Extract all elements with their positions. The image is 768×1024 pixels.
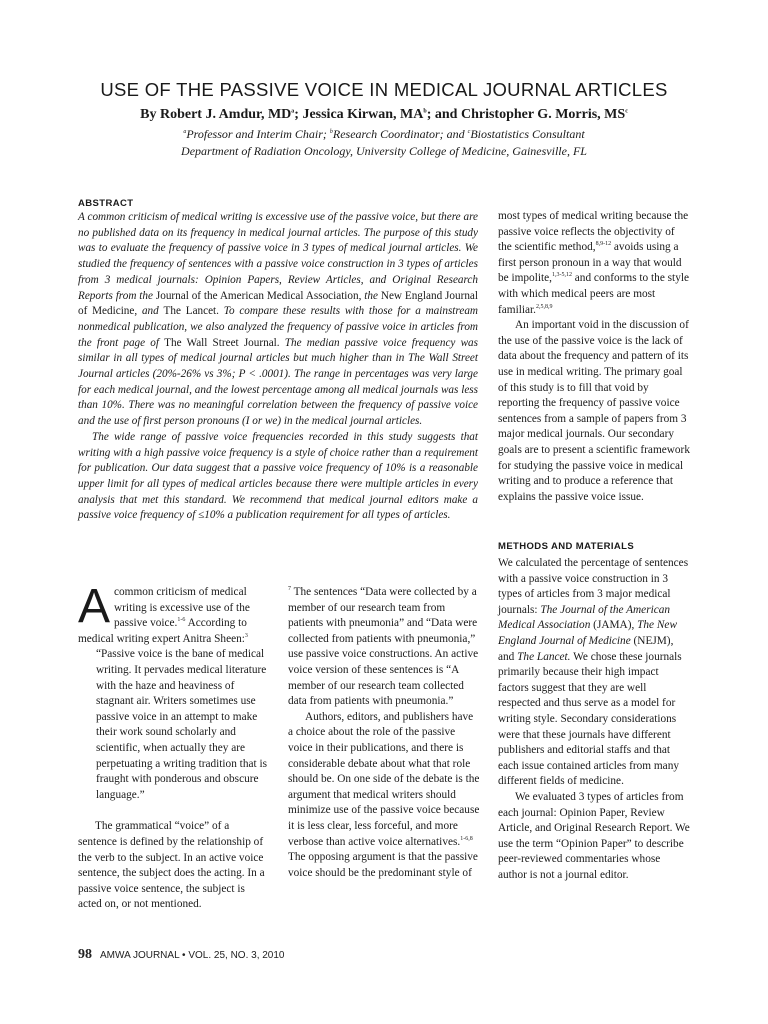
affil-c: Biostatistics Consultant [470,127,585,141]
body-text: and conforms to the style with which medical peers are most familiar. [498,272,689,316]
body-text: common criticism of medical writing is excessive use of the passive voice. [114,586,250,630]
journal-name-jama: Journal of the American Medical Association, [155,289,362,302]
body-column-3-methods [498,556,690,883]
citation: 3 [244,633,248,640]
affiliation-department: Department of Radiation Oncology, University College of Medicine, Gainesville, FL [181,144,587,158]
body-paragraph: The grammatical “voice” of a sentence is defined by the relationship of the verb to the subject. In an active voice sentence, the subject does the acting. In a passive voice sentence, the subject is acted on, or not mentioned. [78,820,265,911]
journal-name-wsj: The Wall Street Journal. [164,336,280,349]
citation: 2,5,8,9 [535,303,553,310]
body-text: We chose these journals primarily because their high impact factors suggest that they are well respected and thus serve as a model for writing style. Secondary considerations were that these journals have different publishers and editorial staffs and that each issue contained articles from many different fields of medicine. [498,650,682,788]
body-text: According to medical writing expert Anitra Sheen: [78,617,247,645]
author-3-sup: c [625,108,628,115]
abstract-paragraph-2: The wide range of passive voice frequencies recorded in this study suggests that writing with a high passive voice frequency is a style of choice rather than a requirement for publication. Our data suggest that a passive voice frequency of 10% is a reasonable upper limit for all types of medical articles because there were multiple articles in every analysis that met this standard. We recommend that medical journal editors make a passive voice frequency of ≤10% a publication requirement for all types of articles. [78,430,478,522]
affil-a: Professor and Interim Chair; [186,127,330,141]
author-3: ; and Christopher G. Morris, MS [426,107,626,122]
body-text: (NEJM), and [498,634,674,663]
author-2: ; Jessica Kirwan, MA [294,107,424,122]
body-paragraph [498,209,690,318]
journal-name-jama: The Journal of the American Medical Association [498,603,671,632]
affil-b: Research Coordinator; and [332,127,468,141]
affil-c-sup: c [467,129,471,135]
body-text: avoids using a first person pronoun in a way that would be impolite, [498,241,682,285]
body-column-2 [288,585,480,881]
affil-a-sup: a [183,129,187,135]
author-1: By Robert J. Amdur, MD [140,107,292,122]
journal-name-nejm: New England Journal of Medicine, [78,289,478,318]
body-column-1 [78,580,270,913]
abstract-text: the [361,289,381,302]
journal-name-lancet: The Lancet. [517,650,571,663]
body-paragraph [288,585,480,710]
intro-paragraph [78,580,270,647]
body-text: The sentences “Data were collected by a member of our research team from patients with pneumonia” and “Data were collected from patients with pneumonia,” use passive voice constructions. An active voice version of these sentences is “A member of our research team collected data from patients with pneumonia.” [288,586,479,708]
abstract-text: The median passive voice frequency was similar in all types of medical journal articles but much higher than in The Wall Street Journal articles (20%-26% vs 3%; P < .0001). The range in percentages was very large for each medical journal, and the lowest percentage among all medical journals was less than 10%. There was no meaningful correlation between the frequency of passive voice and the use of first person pronouns (I or we) in the medical journal articles. [78,336,478,428]
abstract-paragraph-1 [78,210,478,430]
journal-name-nejm: The New England Journal of Medicine [498,619,677,647]
affiliation-roles [0,127,768,142]
methods-heading: METHODS AND MATERIALS [498,541,635,552]
body-text: (JAMA), [590,619,638,632]
citation: 8,9-12 [595,241,612,248]
page-number: 98 [78,947,92,962]
page-footer [78,947,285,963]
body-paragraph: An important void in the discussion of the use of the passive voice is the lack of data about the frequency and pattern of its use in medical writing. The primary goal of this study is to fill that void by reporting the frequency of passive voice sentences from a sample of papers from 3 major medical journals. Our secondary goals are to present a scientific framework for studying the passive voice in medical writing and to produce a reference that explains the passive voice issue. [498,319,690,503]
journal-name-lancet: The Lancet. [163,305,219,318]
citation: 1-6,8 [460,835,473,842]
citation: 1-6 [177,617,186,624]
body-text: most types of medical writing because the passive voice reflects the objectivity of the scientific method, [498,210,689,254]
citation: 1,3-5,12 [551,272,572,279]
body-text: Authors, editors, and publishers have a choice about the role of the passive voice in their publications, and there is considerable debate about what that role should be. On one side of the debate is the argument that medical writers should minimize use of the passive voice because it is less clear, less forceful, and more verbose than active voice alternatives. [288,710,480,848]
author-1-sup: a [291,108,295,115]
abstract-heading: ABSTRACT [78,198,134,209]
block-quote: “Passive voice is the bane of medical writing. It pervades medical literature with the haze and heaviness of stagnant air. Writers sometimes use passive voice in an attempt to make their work sound scholarly and scientific, when actually they are perpetuating a writing tradition that is fraught with ponderous and obscure language.” [96,648,267,801]
author-line [0,107,768,123]
methods-paragraph [498,556,690,790]
journal-citation: AMWA JOURNAL • VOL. 25, NO. 3, 2010 [100,950,285,961]
body-paragraph [288,710,480,882]
body-text: The opposing argument is that the passive voice should be the predominant style of [288,851,478,879]
abstract-text: A common criticism of medical writing is excessive use of the passive voice, but there are no published data on its frequency in medical journal articles. The purpose of this study was to evaluate the frequency of passive voice in 3 types of medical journal articles. We studied the frequency of sentences with a passive voice construction in 3 types of articles from 3 medical journals: Opinion Papers, Review Articles, and Original Research Reports from the [78,211,478,302]
citation: 7 [288,586,291,593]
abstract-text: and [137,305,164,318]
drop-cap: A [78,580,111,633]
author-2-sup: b [423,108,427,115]
methods-paragraph: We evaluated 3 types of articles from each journal: Opinion Paper, Review Article, and Original Research Report. We use the term “Opinion Paper” to describe peer-reviewed commentaries whose author is not a journal editor. [498,790,690,881]
abstract-text: To compare these results with those for a mainstream nonmedical publication, we also analyzed the frequency of passive voice in articles from the front page of [78,305,478,349]
body-text: We calculated the percentage of sentences with a passive voice construction in 3 types of articles from 3 major medical journals: [498,557,689,616]
body-column-3 [498,209,690,505]
abstract [78,210,478,524]
affil-b-sup: b [329,129,333,135]
article-title: USE OF THE PASSIVE VOICE IN MEDICAL JOURNAL ARTICLES [100,79,668,100]
